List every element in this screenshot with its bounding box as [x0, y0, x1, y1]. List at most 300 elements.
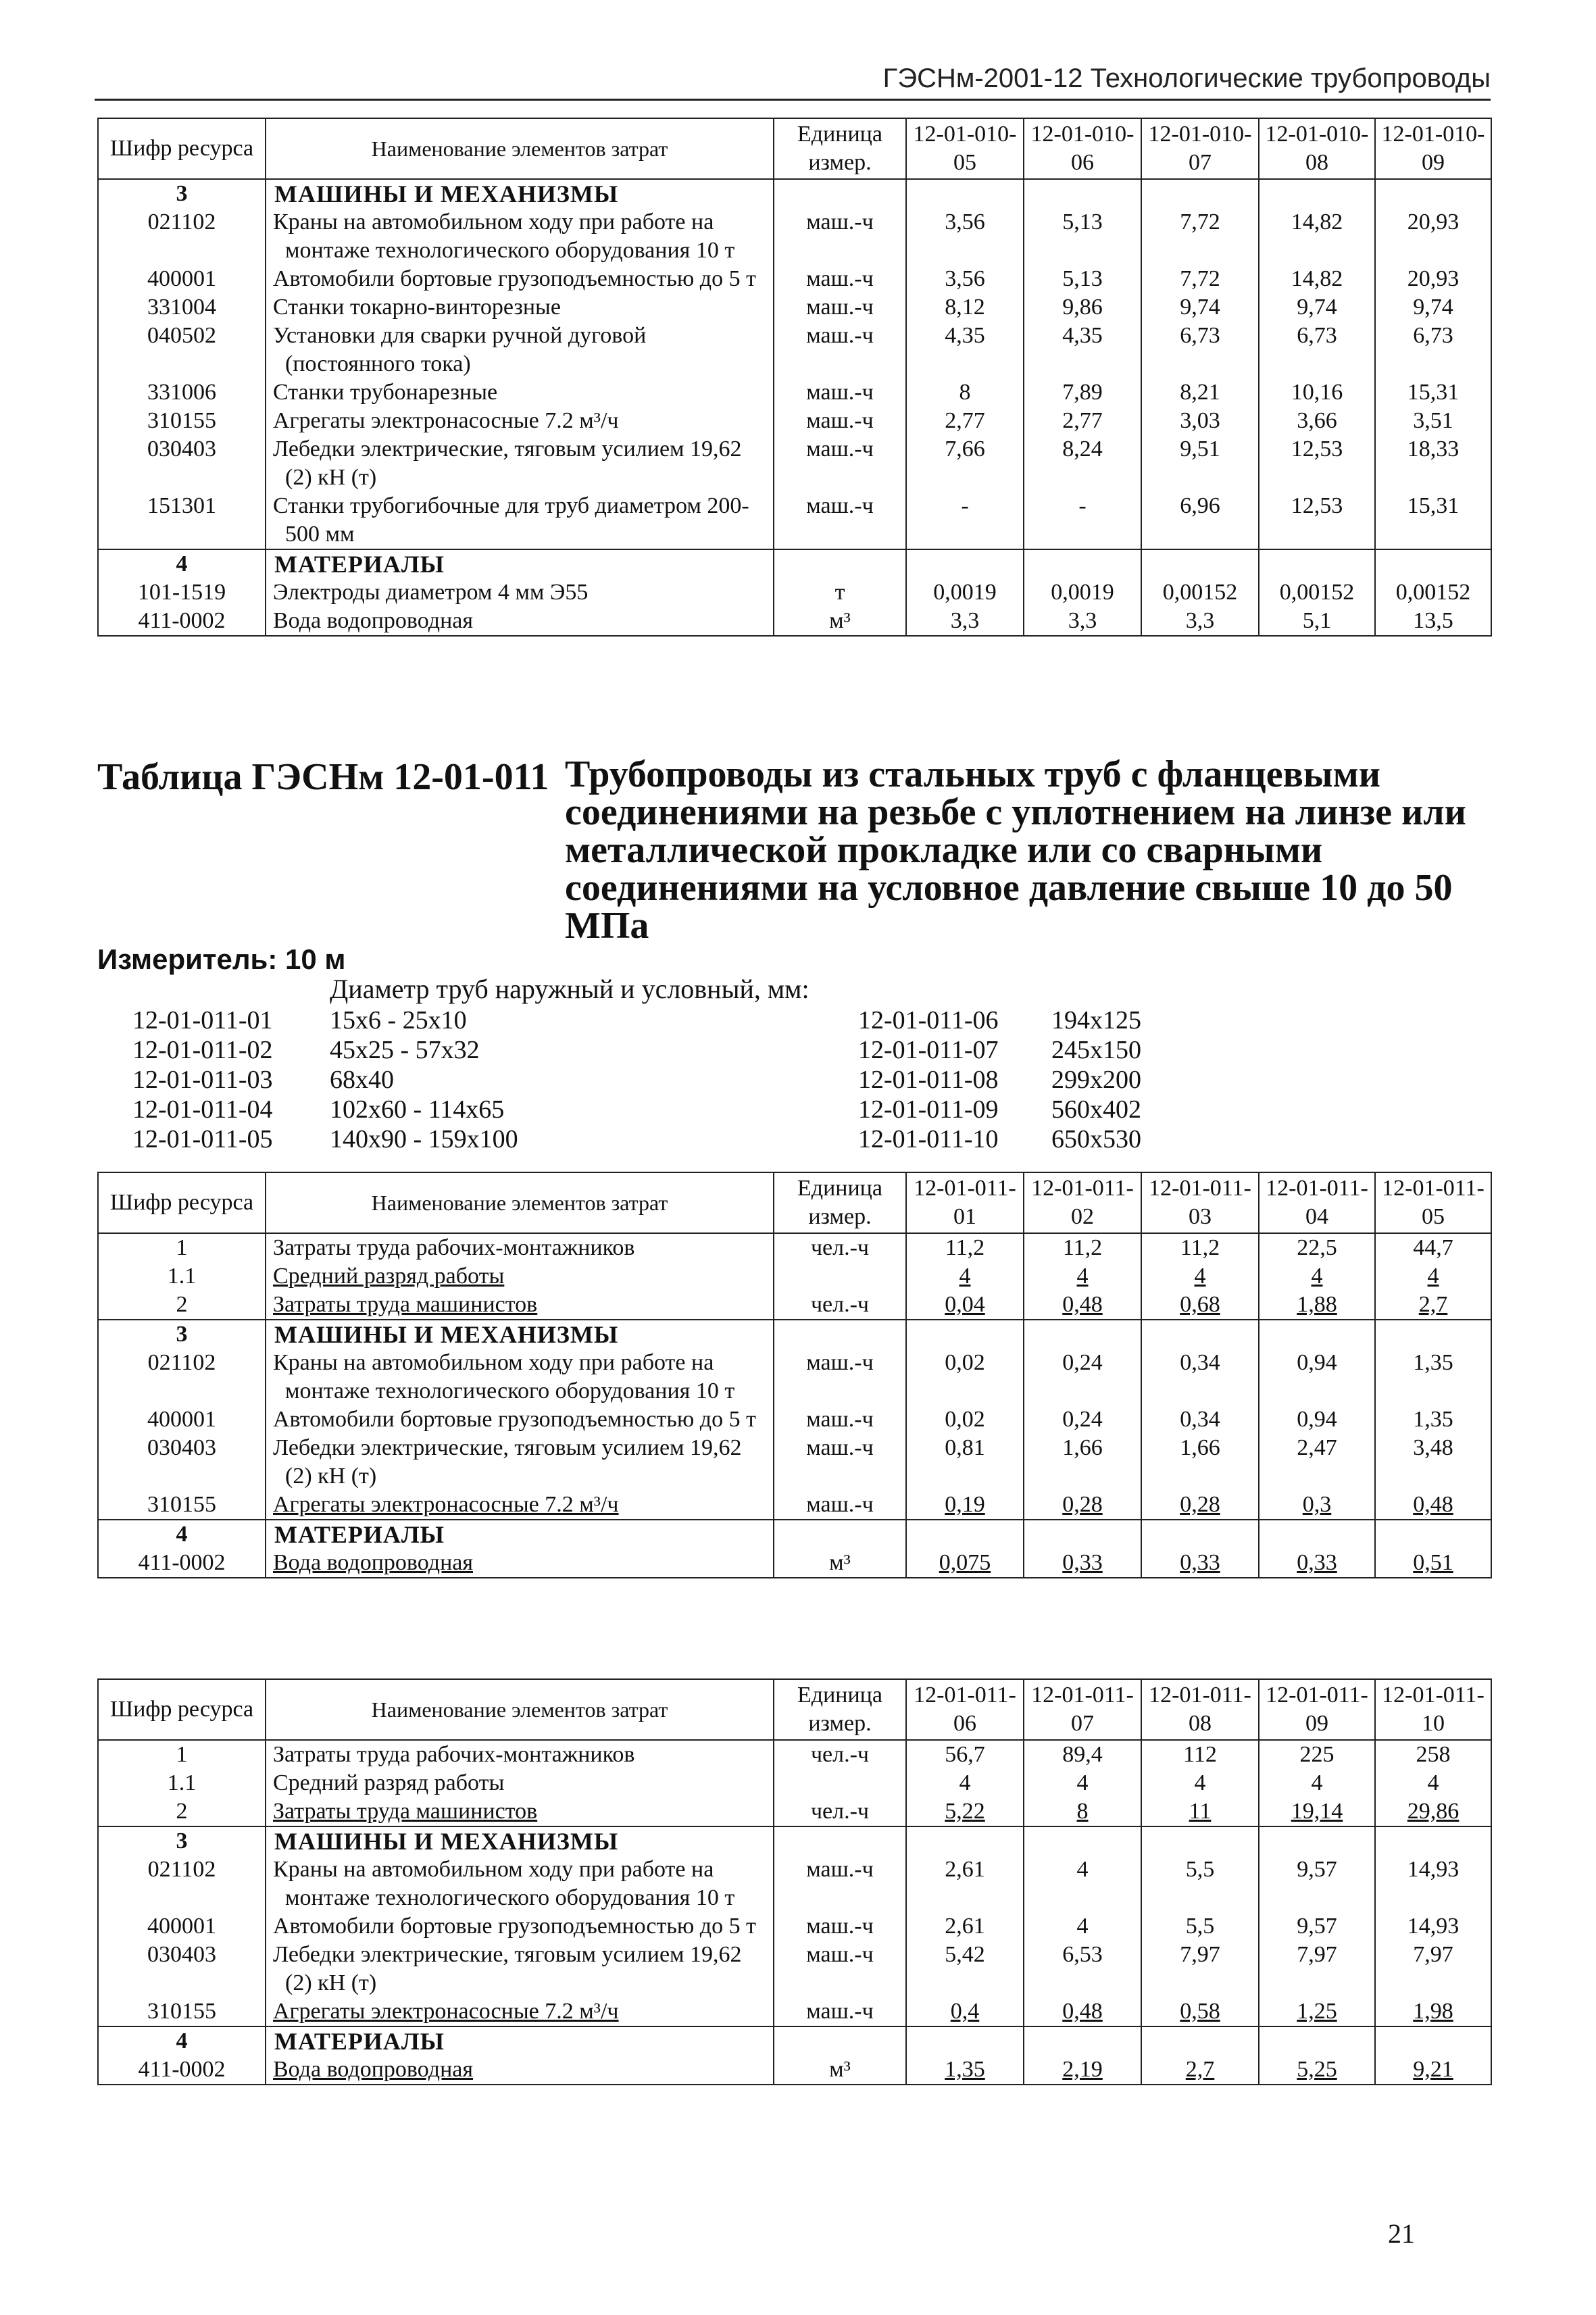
cost-item-name: Затраты труда рабочих-монтажников — [266, 1740, 774, 1769]
norm-value: 11 — [1141, 1797, 1259, 1826]
norm-value: 0,24 — [1024, 1349, 1141, 1405]
resource-code: 4 — [98, 2026, 266, 2056]
norm-value: 8 — [1024, 1797, 1141, 1826]
resource-code: 021102 — [98, 1349, 266, 1405]
norm-value: 2,61 — [906, 1912, 1024, 1941]
unit — [774, 1769, 906, 1797]
unit: маш.-ч — [774, 1405, 906, 1434]
norm-value: 11,2 — [1024, 1233, 1141, 1262]
norm-value: 4 — [1024, 1856, 1141, 1912]
cost-item-name: Краны на автомобильном ходу при работе на монтаже технологического оборудования 10 т — [266, 208, 774, 265]
norm-value — [1024, 2026, 1141, 2056]
code-right: 12-01-011-06 — [858, 1006, 999, 1035]
table-row — [98, 1434, 1491, 1491]
table-row — [98, 208, 1491, 265]
norm-value: 8,21 — [1141, 378, 1259, 407]
norm-value: 10,16 — [1259, 378, 1375, 407]
norm-value: 1,66 — [1141, 1434, 1259, 1491]
cost-item-name: Агрегаты электронасосные 7.2 м³/ч — [266, 1997, 774, 2026]
header-rule — [95, 99, 1491, 101]
norm-value: 4,35 — [1024, 322, 1141, 378]
table-row — [98, 2026, 1491, 2056]
unit — [774, 1320, 906, 1349]
table-row — [98, 1262, 1491, 1291]
cost-item-name: Вода водопроводная — [266, 607, 774, 636]
norm-value: 0,33 — [1141, 1549, 1259, 1578]
resource-code: 2 — [98, 1797, 266, 1826]
header-norm-code: 12-01-011-07 — [1024, 1679, 1141, 1740]
norm-value: 5,25 — [1259, 2056, 1375, 2085]
norm-value: 7,97 — [1259, 1941, 1375, 1997]
table-header-row — [98, 1172, 1491, 1233]
header-resource-code: Шифр ресурса — [98, 1172, 266, 1233]
norm-value: 8,24 — [1024, 435, 1141, 492]
norm-value: 3,66 — [1259, 407, 1375, 435]
header-unit: Единица измер. — [774, 1172, 906, 1233]
norm-value: 0,04 — [906, 1291, 1024, 1320]
norm-value: 12,53 — [1259, 492, 1375, 549]
code-right: 12-01-011-07 — [858, 1036, 999, 1064]
norm-value: 6,96 — [1141, 492, 1259, 549]
table-row — [98, 1405, 1491, 1434]
norm-value: 5,13 — [1024, 208, 1141, 265]
table-row — [98, 265, 1491, 293]
resource-code: 2 — [98, 1291, 266, 1320]
norm-value — [1024, 549, 1141, 578]
norm-value: 20,93 — [1375, 208, 1491, 265]
table-row — [98, 378, 1491, 407]
unit — [774, 179, 906, 208]
norm-value: 56,7 — [906, 1740, 1024, 1769]
unit: маш.-ч — [774, 265, 906, 293]
resource-code: 411-0002 — [98, 2056, 266, 2085]
norm-value: 6,73 — [1375, 322, 1491, 378]
diameter-right: 560х402 — [1051, 1095, 1141, 1124]
norm-value — [1375, 549, 1491, 578]
norm-value: 0,02 — [906, 1405, 1024, 1434]
norm-value: 1,25 — [1259, 1997, 1375, 2026]
unit: маш.-ч — [774, 1856, 906, 1912]
norm-value: 7,72 — [1141, 208, 1259, 265]
unit: маш.-ч — [774, 1997, 906, 2026]
norm-value: 4 — [906, 1769, 1024, 1797]
diameter-right: 650х530 — [1051, 1125, 1141, 1153]
header-norm-code: 12-01-011-03 — [1141, 1172, 1259, 1233]
norm-value — [1259, 1320, 1375, 1349]
norm-value: 6,73 — [1141, 322, 1259, 378]
norm-value: 7,72 — [1141, 265, 1259, 293]
norm-value: 12,53 — [1259, 435, 1375, 492]
unit: чел.-ч — [774, 1233, 906, 1262]
norm-value: 9,74 — [1259, 293, 1375, 322]
resource-table-2 — [97, 1172, 1492, 1578]
header-resource-code: Шифр ресурса — [98, 118, 266, 179]
norm-value — [1024, 1520, 1141, 1549]
norm-value: 2,7 — [1375, 1291, 1491, 1320]
cost-item-name: Электроды диаметром 4 мм Э55 — [266, 578, 774, 607]
code-left: 12-01-011-04 — [132, 1095, 273, 1124]
norm-value: 0,48 — [1375, 1491, 1491, 1520]
norm-value: 0,33 — [1259, 1549, 1375, 1578]
table-row — [98, 492, 1491, 549]
norm-value: 2,61 — [906, 1856, 1024, 1912]
diameter-right: 194х125 — [1051, 1006, 1141, 1035]
norm-value: 4 — [1375, 1262, 1491, 1291]
cost-item-name: Автомобили бортовые грузоподъемностью до 5 т — [266, 1405, 774, 1434]
norm-value: 15,31 — [1375, 378, 1491, 407]
header-norm-code: 12-01-011-09 — [1259, 1679, 1375, 1740]
diameter-left: 15х6 - 25х10 — [330, 1006, 467, 1035]
table-row — [98, 607, 1491, 636]
unit: маш.-ч — [774, 378, 906, 407]
code-right: 12-01-011-09 — [858, 1095, 999, 1124]
unit: маш.-ч — [774, 208, 906, 265]
cost-item-name: Затраты труда машинистов — [266, 1797, 774, 1826]
header-cost-name: Наименование элементов затрат — [266, 1679, 774, 1740]
cost-item-name: Средний разряд работы — [266, 1262, 774, 1291]
norm-value — [1141, 1520, 1259, 1549]
header-norm-code: 12-01-010-09 — [1375, 118, 1491, 179]
norm-value: 0,00152 — [1141, 578, 1259, 607]
code-left: 12-01-011-03 — [132, 1066, 273, 1094]
norm-value: 4 — [1259, 1769, 1375, 1797]
norm-value — [1141, 179, 1259, 208]
norm-value: 9,57 — [1259, 1912, 1375, 1941]
norm-value: 3,48 — [1375, 1434, 1491, 1491]
norm-value — [906, 179, 1024, 208]
resource-code: 1.1 — [98, 1769, 266, 1797]
table-row — [98, 578, 1491, 607]
table-row — [98, 1549, 1491, 1578]
resource-code: 310155 — [98, 407, 266, 435]
header-unit: Единица измер. — [774, 118, 906, 179]
cost-item-name: Затраты труда машинистов — [266, 1291, 774, 1320]
norm-value: 0,24 — [1024, 1405, 1141, 1434]
resource-code: 1 — [98, 1740, 266, 1769]
resource-code: 021102 — [98, 208, 266, 265]
norm-value: 1,66 — [1024, 1434, 1141, 1491]
table-row — [98, 1291, 1491, 1320]
norm-value — [906, 1826, 1024, 1856]
cost-item-name: Автомобили бортовые грузоподъемностью до 5 т — [266, 265, 774, 293]
cost-item-name: Установки для сварки ручной дуговой (постоянного тока) — [266, 322, 774, 378]
cost-item-name: Лебедки электрические, тяговым усилием 19,62 (2) кН (т) — [266, 1941, 774, 1997]
norm-value: 9,21 — [1375, 2056, 1491, 2085]
norm-value: 3,3 — [1024, 607, 1141, 636]
cost-item-name: Лебедки электрические, тяговым усилием 19,62 (2) кН (т) — [266, 435, 774, 492]
resource-code: 310155 — [98, 1997, 266, 2026]
norm-value: - — [1024, 492, 1141, 549]
norm-value — [1259, 2026, 1375, 2056]
table-row — [98, 1797, 1491, 1826]
resource-table-1 — [97, 118, 1492, 637]
norm-value: 1,98 — [1375, 1997, 1491, 2026]
table-row — [98, 1769, 1491, 1797]
norm-value: 14,82 — [1259, 208, 1375, 265]
norm-value: 0,19 — [906, 1491, 1024, 1520]
header-cost-name: Наименование элементов затрат — [266, 118, 774, 179]
cost-item-name: Автомобили бортовые грузоподъемностью до 5 т — [266, 1912, 774, 1941]
table-row — [98, 549, 1491, 578]
code-left: 12-01-011-05 — [132, 1125, 273, 1153]
cost-item-name: Вода водопроводная — [266, 2056, 774, 2085]
norm-value: 8 — [906, 378, 1024, 407]
table-row — [98, 1233, 1491, 1262]
norm-value: 0,28 — [1024, 1491, 1141, 1520]
cost-item-name: Затраты труда рабочих-монтажников — [266, 1233, 774, 1262]
cost-item-name: Станки трубонарезные — [266, 378, 774, 407]
diameter-code-list — [97, 1005, 1246, 1154]
resource-code: 400001 — [98, 265, 266, 293]
resource-code: 040502 — [98, 322, 266, 378]
unit: маш.-ч — [774, 1912, 906, 1941]
resource-code: 331006 — [98, 378, 266, 407]
resource-code: 3 — [98, 1320, 266, 1349]
code-right: 12-01-011-10 — [858, 1125, 999, 1153]
norm-value — [1375, 179, 1491, 208]
table-label: Таблица ГЭСНм 12-01-011 — [97, 756, 549, 798]
unit: м³ — [774, 2056, 906, 2085]
header-norm-code: 12-01-010-08 — [1259, 118, 1375, 179]
table-row — [98, 1491, 1491, 1520]
norm-value: 3,56 — [906, 208, 1024, 265]
unit: маш.-ч — [774, 435, 906, 492]
norm-value: 0,00152 — [1375, 578, 1491, 607]
cost-item-name: МАТЕРИАЛЫ — [266, 2026, 774, 2056]
norm-value: 0,51 — [1375, 1549, 1491, 1578]
norm-value: 4 — [1024, 1262, 1141, 1291]
norm-value — [1259, 549, 1375, 578]
header-norm-code: 12-01-011-02 — [1024, 1172, 1141, 1233]
resource-code: 310155 — [98, 1491, 266, 1520]
table-row — [98, 435, 1491, 492]
norm-value — [906, 1520, 1024, 1549]
diameter-code-row — [97, 1005, 1246, 1035]
resource-code: 1.1 — [98, 1262, 266, 1291]
diameter-code-row — [97, 1095, 1246, 1124]
unit: маш.-ч — [774, 492, 906, 549]
table-row — [98, 322, 1491, 378]
norm-value: 20,93 — [1375, 265, 1491, 293]
norm-value — [1375, 2026, 1491, 2056]
cost-item-name: МАШИНЫ И МЕХАНИЗМЫ — [266, 179, 774, 208]
cost-item-name: Лебедки электрические, тяговым усилием 19,62 (2) кН (т) — [266, 1434, 774, 1491]
norm-value — [1259, 179, 1375, 208]
resource-code: 331004 — [98, 293, 266, 322]
cost-item-name: Краны на автомобильном ходу при работе на монтаже технологического оборудования 10 т — [266, 1349, 774, 1405]
unit: маш.-ч — [774, 1941, 906, 1997]
norm-value: 0,3 — [1259, 1491, 1375, 1520]
unit: чел.-ч — [774, 1291, 906, 1320]
norm-value: 5,22 — [906, 1797, 1024, 1826]
norm-value — [1141, 549, 1259, 578]
unit: маш.-ч — [774, 407, 906, 435]
norm-value: 0,00152 — [1259, 578, 1375, 607]
resource-code: 151301 — [98, 492, 266, 549]
norm-value — [1141, 1320, 1259, 1349]
resource-code: 4 — [98, 549, 266, 578]
norm-value: 8,12 — [906, 293, 1024, 322]
resource-table-3 — [97, 1678, 1492, 2085]
cost-item-name: МАТЕРИАЛЫ — [266, 549, 774, 578]
table-row — [98, 407, 1491, 435]
norm-value: 2,47 — [1259, 1434, 1375, 1491]
norm-value: 4 — [1375, 1769, 1491, 1797]
norm-value: 225 — [1259, 1740, 1375, 1769]
table-row — [98, 1997, 1491, 2026]
resource-code: 411-0002 — [98, 607, 266, 636]
header-cost-name: Наименование элементов затрат — [266, 1172, 774, 1233]
cost-item-name: Средний разряд работы — [266, 1769, 774, 1797]
diameter-code-row — [97, 1065, 1246, 1095]
resource-code: 4 — [98, 1520, 266, 1549]
norm-value: 0,94 — [1259, 1405, 1375, 1434]
unit — [774, 2026, 906, 2056]
norm-value: 3,3 — [906, 607, 1024, 636]
norm-value: 0,4 — [906, 1997, 1024, 2026]
norm-value: 4 — [1024, 1769, 1141, 1797]
cost-item-name: Краны на автомобильном ходу при работе на монтаже технологического оборудования 10 т — [266, 1856, 774, 1912]
norm-value: 1,88 — [1259, 1291, 1375, 1320]
norm-value — [1375, 1320, 1491, 1349]
unit — [774, 1520, 906, 1549]
cost-item-name: МАШИНЫ И МЕХАНИЗМЫ — [266, 1320, 774, 1349]
norm-value: 1,35 — [1375, 1349, 1491, 1405]
running-header: ГЭСНм-2001-12 Технологические трубопроводы — [882, 64, 1491, 93]
norm-value — [906, 549, 1024, 578]
header-norm-code: 12-01-011-01 — [906, 1172, 1024, 1233]
norm-value: 15,31 — [1375, 492, 1491, 549]
cost-item-name: Агрегаты электронасосные 7.2 м³/ч — [266, 1491, 774, 1520]
diameter-header: Диаметр труб наружный и условный, мм: — [330, 974, 809, 1004]
norm-value: 0,68 — [1141, 1291, 1259, 1320]
norm-value — [1375, 1520, 1491, 1549]
header-norm-code: 12-01-011-10 — [1375, 1679, 1491, 1740]
norm-value: 13,5 — [1375, 607, 1491, 636]
table-row — [98, 1912, 1491, 1941]
diameter-code-row — [97, 1124, 1246, 1154]
norm-value: 9,74 — [1375, 293, 1491, 322]
norm-value: 258 — [1375, 1740, 1491, 1769]
norm-value: 0,81 — [906, 1434, 1024, 1491]
cost-item-name: Агрегаты электронасосные 7.2 м³/ч — [266, 407, 774, 435]
norm-value: 18,33 — [1375, 435, 1491, 492]
unit: м³ — [774, 607, 906, 636]
norm-value: 14,93 — [1375, 1856, 1491, 1912]
norm-value: 6,53 — [1024, 1941, 1141, 1997]
norm-value: - — [906, 492, 1024, 549]
norm-value — [1024, 179, 1141, 208]
norm-value: 0,33 — [1024, 1549, 1141, 1578]
unit: маш.-ч — [774, 1349, 906, 1405]
unit: т — [774, 578, 906, 607]
resource-code: 1 — [98, 1233, 266, 1262]
norm-value — [1259, 1520, 1375, 1549]
header-norm-code: 12-01-011-05 — [1375, 1172, 1491, 1233]
table-row — [98, 293, 1491, 322]
header-norm-code: 12-01-010-06 — [1024, 118, 1141, 179]
resource-code: 3 — [98, 1826, 266, 1856]
norm-value: 7,97 — [1141, 1941, 1259, 1997]
norm-value: 14,93 — [1375, 1912, 1491, 1941]
table-row — [98, 1320, 1491, 1349]
code-left: 12-01-011-01 — [132, 1006, 273, 1035]
norm-value: 112 — [1141, 1740, 1259, 1769]
norm-value: 0,94 — [1259, 1349, 1375, 1405]
norm-value: 0,48 — [1024, 1997, 1141, 2026]
norm-value: 4 — [1024, 1912, 1141, 1941]
header-unit: Единица измер. — [774, 1679, 906, 1740]
norm-value: 22,5 — [1259, 1233, 1375, 1262]
table-title: Трубопроводы из стальных труб с фланцевыми соединениями на резьбе с уплотнением на линзе или металлической прокладке или со сварными соединениями на условное давление свыше 10 до 50 МПа — [565, 753, 1466, 947]
norm-value: 0,075 — [906, 1549, 1024, 1578]
norm-value: 0,0019 — [906, 578, 1024, 607]
header-norm-code: 12-01-011-08 — [1141, 1679, 1259, 1740]
header-resource-code: Шифр ресурса — [98, 1679, 266, 1740]
resource-code: 400001 — [98, 1912, 266, 1941]
resource-code: 101-1519 — [98, 578, 266, 607]
unit: маш.-ч — [774, 293, 906, 322]
norm-value — [1024, 1826, 1141, 1856]
resource-code: 030403 — [98, 1941, 266, 1997]
cost-item-name: Вода водопроводная — [266, 1549, 774, 1578]
norm-value: 0,58 — [1141, 1997, 1259, 2026]
norm-value: 9,86 — [1024, 293, 1141, 322]
table-row — [98, 1520, 1491, 1549]
norm-value: 4,35 — [906, 322, 1024, 378]
unit: чел.-ч — [774, 1797, 906, 1826]
norm-value: 0,28 — [1141, 1491, 1259, 1520]
cost-item-name: МАШИНЫ И МЕХАНИЗМЫ — [266, 1826, 774, 1856]
unit — [774, 1262, 906, 1291]
norm-value: 19,14 — [1259, 1797, 1375, 1826]
code-left: 12-01-011-02 — [132, 1036, 273, 1064]
unit: маш.-ч — [774, 1434, 906, 1491]
resource-code: 411-0002 — [98, 1549, 266, 1578]
unit: чел.-ч — [774, 1740, 906, 1769]
norm-value: 44,7 — [1375, 1233, 1491, 1262]
norm-value: 3,51 — [1375, 407, 1491, 435]
table-row — [98, 1740, 1491, 1769]
norm-value: 11,2 — [1141, 1233, 1259, 1262]
norm-value: 2,77 — [1024, 407, 1141, 435]
header-norm-code: 12-01-011-04 — [1259, 1172, 1375, 1233]
norm-value: 7,66 — [906, 435, 1024, 492]
norm-value: 89,4 — [1024, 1740, 1141, 1769]
unit: маш.-ч — [774, 1491, 906, 1520]
diameter-right: 245х150 — [1051, 1036, 1141, 1064]
norm-value — [906, 1320, 1024, 1349]
norm-value: 0,34 — [1141, 1405, 1259, 1434]
norm-value: 9,74 — [1141, 293, 1259, 322]
resource-code: 030403 — [98, 1434, 266, 1491]
norm-value: 4 — [1141, 1769, 1259, 1797]
norm-value: 2,7 — [1141, 2056, 1259, 2085]
unit: маш.-ч — [774, 322, 906, 378]
table-header-row — [98, 1679, 1491, 1740]
diameter-left: 68х40 — [330, 1066, 394, 1094]
norm-value: 5,5 — [1141, 1912, 1259, 1941]
norm-value: 6,73 — [1259, 322, 1375, 378]
norm-value: 0,0019 — [1024, 578, 1141, 607]
header-norm-code: 12-01-010-05 — [906, 118, 1024, 179]
resource-code: 030403 — [98, 435, 266, 492]
table-row — [98, 1826, 1491, 1856]
norm-value: 7,97 — [1375, 1941, 1491, 1997]
table-row — [98, 2056, 1491, 2085]
measure-unit: Измеритель: 10 м — [97, 943, 346, 975]
norm-value: 5,1 — [1259, 607, 1375, 636]
